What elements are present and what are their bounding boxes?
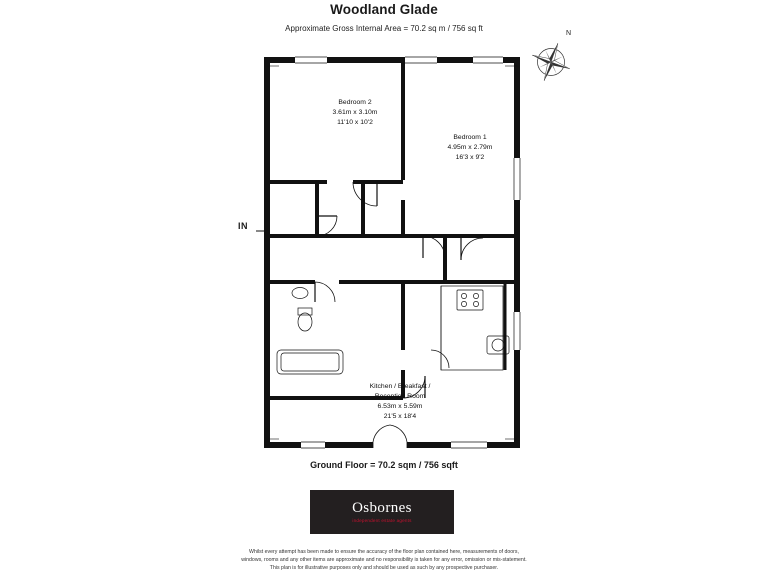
room-metric: 3.61m x 3.10m: [332, 108, 378, 116]
room-metric: 6.53m x 5.59m: [377, 402, 423, 410]
room-label-kitchen-reception: [330, 382, 470, 421]
entrance-label: IN: [238, 221, 248, 231]
room-name-line-2: Reception Room: [374, 392, 426, 400]
room-label-bedroom-2: [300, 98, 410, 128]
room-label-bedroom-1: [415, 133, 525, 163]
logo-tagline: independent estate agents: [352, 518, 412, 523]
room-name: Bedroom 1: [453, 134, 487, 141]
floor-total-label: Ground Floor = 70.2 sqm / 756 sqft: [310, 460, 458, 470]
compass-north-label: N: [566, 30, 572, 37]
page-subtitle: Approximate Gross Internal Area = 70.2 sq m / 756 sq ft: [285, 24, 483, 33]
room-imperial: 21'5 x 18'4: [383, 412, 417, 420]
disclaimer-line-2: windows, rooms and any other items are approximate and no responsibility is taken for any error, omission or mis-statement.: [241, 557, 527, 564]
room-metric: 4.95m x 2.79m: [447, 143, 493, 151]
room-name: Bedroom 2: [338, 99, 372, 106]
room-name-line-1: Kitchen / Breakfast /: [369, 383, 431, 390]
page-title: Woodland Glade: [330, 2, 438, 17]
disclaimer-line-3: This plan is for illustrative purposes only and should be used as such by any prospective purchaser.: [269, 565, 499, 572]
osbornes-logo: [310, 490, 454, 534]
disclaimer-line-1: Whilst every attempt has been made to ensure the accuracy of the floor plan contained here, measurements of doors,: [249, 549, 519, 555]
room-imperial: 16'3 x 9'2: [455, 153, 485, 161]
room-imperial: 11'10 x 10'2: [337, 118, 373, 126]
logo-name: Osbornes: [352, 500, 412, 516]
disclaimer-text: [0, 548, 768, 572]
